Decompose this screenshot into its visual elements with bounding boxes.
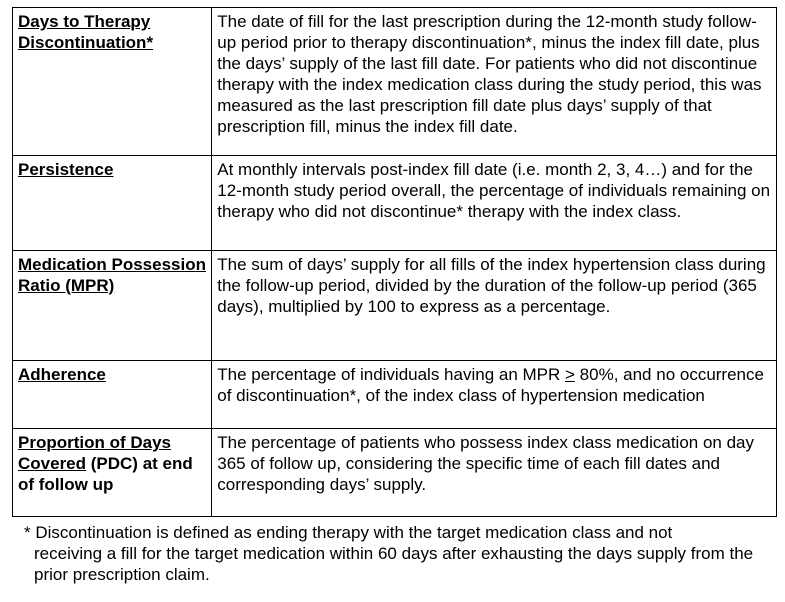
term-label: Medication Possession Ratio (MPR) bbox=[18, 255, 206, 295]
definitions-table bbox=[12, 7, 777, 517]
description-text: 80%, and no occurrence of discontinuation*, of the index class of hypertension medication bbox=[217, 365, 764, 405]
description-cell: The sum of days’ supply for all fills of the index hypertension class during the follow-up period, divided by the duration of the follow-up period (365 days), multiplied by 100 to express as a percentage. bbox=[212, 251, 777, 361]
term-label: Days to Therapy Discontinuation* bbox=[18, 12, 154, 52]
table-row bbox=[13, 429, 777, 517]
footnote-line-2: receiving a fill for the target medication within 60 days after exhausting the days supply from the prior prescription claim. bbox=[34, 544, 754, 584]
term-cell bbox=[13, 8, 212, 156]
term-suffix: (PDC) at end of follow up bbox=[18, 454, 193, 494]
term-label: Proportion of Days Covered bbox=[18, 433, 172, 473]
term-label: Persistence bbox=[18, 160, 114, 179]
footnote bbox=[24, 522, 784, 585]
table-row bbox=[13, 361, 777, 429]
table-row bbox=[13, 8, 777, 156]
table-row bbox=[13, 156, 777, 251]
term-cell bbox=[13, 251, 212, 361]
description-text: The percentage of individuals having an MPR bbox=[217, 365, 566, 384]
term-cell bbox=[13, 156, 212, 251]
description-cell: At monthly intervals post-index fill date (i.e. month 2, 3, 4…) and for the 12-month study period overall, the percentage of individuals remaining on therapy who did not discontinue* therapy with the index class. bbox=[212, 156, 777, 251]
description-cell bbox=[212, 361, 777, 429]
greater-equal-symbol: > bbox=[565, 365, 575, 384]
description-cell: The date of fill for the last prescription during the 12-month study follow-up period prior to therapy discontinuation*, minus the index fill date, plus the days’ supply of the last fill date. For patients who did not discontinue therapy with the index medication class during the study period, this was measured as the last prescription fill date plus days’ supply of that prescription fill, minus the index fill date. bbox=[212, 8, 777, 156]
term-label: Adherence bbox=[18, 365, 106, 384]
description-cell: The percentage of patients who possess index class medication on day 365 of follow up, considering the specific time of each fill dates and corresponding days’ supply. bbox=[212, 429, 777, 517]
term-cell bbox=[13, 429, 212, 517]
footnote-line-1: * Discontinuation is defined as ending therapy with the target medication class and not bbox=[24, 523, 673, 542]
term-cell bbox=[13, 361, 212, 429]
table-row bbox=[13, 251, 777, 361]
